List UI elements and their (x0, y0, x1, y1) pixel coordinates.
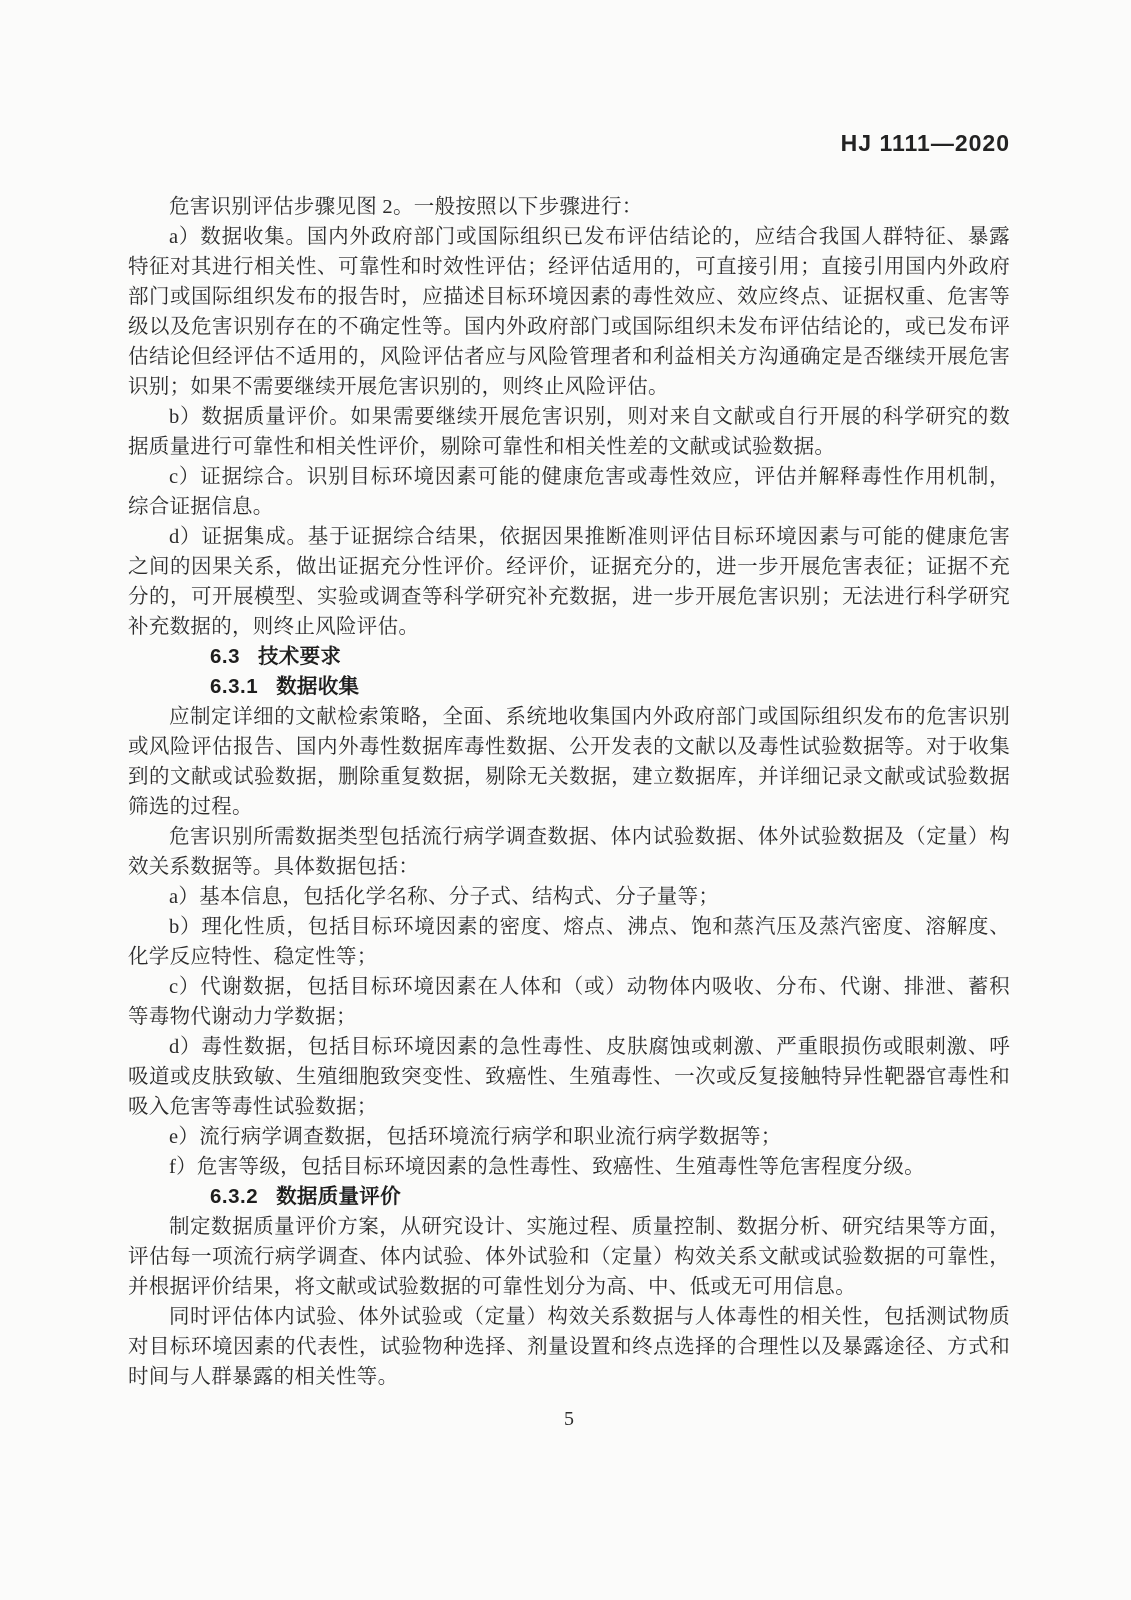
paragraph-6-3-2-quality-plan: 制定数据质量评价方案，从研究设计、实施过程、质量控制、数据分析、研究结果等方面，评估每一项流行病学调查、体内试验、体外试验和（定量）构效关系文献或试验数据的可靠性，并根据评价结果，将文献或试验数据的可靠性划分为高、中、低或无可用信息。 (128, 1216, 1010, 1298)
section-number: 6.3.2 (210, 1185, 259, 1208)
step-item-a: a）数据收集。国内外政府部门或国际组织已发布评估结论的，应结合我国人群特征、暴露特征对其进行相关性、可靠性和时效性评估；经评估适用的，可直接引用；直接引用国内外政府部门或国际组织发布的报告时，应描述目标环境因素的毒性效应、效应终点、证据权重、危害等级以及危害识别存在的不确定性等。国内外政府部门或国际组织未发布评估结论的，或已发布评估结论但经评估不适用的，风险评估者应与风险管理者和利益相关方沟通确定是否继续开展危害识别；如果不需要继续开展危害识别的，则终止风险评估。 (128, 226, 1010, 398)
paragraph-6-3-1-literature-search: 应制定详细的文献检索策略，全面、系统地收集国内外政府部门或国际组织发布的危害识别或风险评估报告、国内外毒性数据库毒性数据、公开发表的文献以及毒性试验数据等。对于收集到的文献或试验数据，删除重复数据，剔除无关数据，建立数据库，并详细记录文献或试验数据筛选的过程。 (128, 706, 1010, 818)
intro-paragraph: 危害识别评估步骤见图 2。一般按照以下步骤进行： (169, 196, 643, 218)
data-item-e: e）流行病学调查数据，包括环境流行病学和职业流行病学数据等； (169, 1126, 782, 1148)
data-item-b: b）理化性质，包括目标环境因素的密度、熔点、沸点、饱和蒸汽压及蒸汽密度、溶解度、化学反应特性、稳定性等； (128, 916, 1010, 968)
section-title: 数据质量评价 (276, 1185, 401, 1208)
data-item-a: a）基本信息，包括化学名称、分子式、结构式、分子量等； (169, 886, 720, 908)
data-item-d: d）毒性数据，包括目标环境因素的急性毒性、皮肤腐蚀或刺激、严重眼损伤或眼刺激、呼吸道或皮肤致敏、生殖细胞致突变性、致癌性、生殖毒性、一次或反复接触特异性靶器官毒性和吸入危害等毒性试验数据； (128, 1036, 1010, 1118)
section-heading-6-3-2 (128, 1182, 1010, 1212)
standard-code-header: HJ 1111—2020 (840, 130, 1010, 156)
page-number: 5 (564, 1408, 574, 1430)
step-item-c: c）证据综合。识别目标环境因素可能的健康危害或毒性效应，评估并解释毒性作用机制，综合证据信息。 (128, 466, 1010, 518)
paragraph-6-3-1-data-types: 危害识别所需数据类型包括流行病学调查数据、体内试验数据、体外试验数据及（定量）构效关系数据等。具体数据包括： (128, 826, 1010, 878)
section-title: 数据收集 (276, 675, 360, 698)
document-body (128, 192, 1010, 1434)
section-heading-6-3 (128, 642, 1010, 672)
section-number: 6.3 (210, 645, 240, 668)
step-item-b: b）数据质量评价。如果需要继续开展危害识别，则对来自文献或自行开展的科学研究的数据质量进行可靠性和相关性评价，剔除可靠性和相关性差的文献或试验数据。 (128, 406, 1010, 458)
section-title: 技术要求 (258, 645, 342, 668)
section-heading-6-3-1 (128, 672, 1010, 702)
section-number: 6.3.1 (210, 675, 259, 698)
data-item-f: f）危害等级，包括目标环境因素的急性毒性、致癌性、生殖毒性等危害程度分级。 (169, 1156, 925, 1178)
data-item-c: c）代谢数据，包括目标环境因素在人体和（或）动物体内吸收、分布、代谢、排泄、蓄积等毒物代谢动力学数据； (128, 976, 1010, 1028)
paragraph-6-3-2-relevance: 同时评估体内试验、体外试验或（定量）构效关系数据与人体毒性的相关性，包括测试物质对目标环境因素的代表性，试验物种选择、剂量设置和终点选择的合理性以及暴露途径、方式和时间与人群暴露的相关性等。 (128, 1306, 1010, 1388)
step-item-d: d）证据集成。基于证据综合结果，依据因果推断准则评估目标环境因素与可能的健康危害之间的因果关系，做出证据充分性评价。经评价，证据充分的，进一步开展危害表征；证据不充分的，可开展模型、实验或调查等科学研究补充数据，进一步开展危害识别；无法进行科学研究补充数据的，则终止风险评估。 (128, 526, 1010, 638)
